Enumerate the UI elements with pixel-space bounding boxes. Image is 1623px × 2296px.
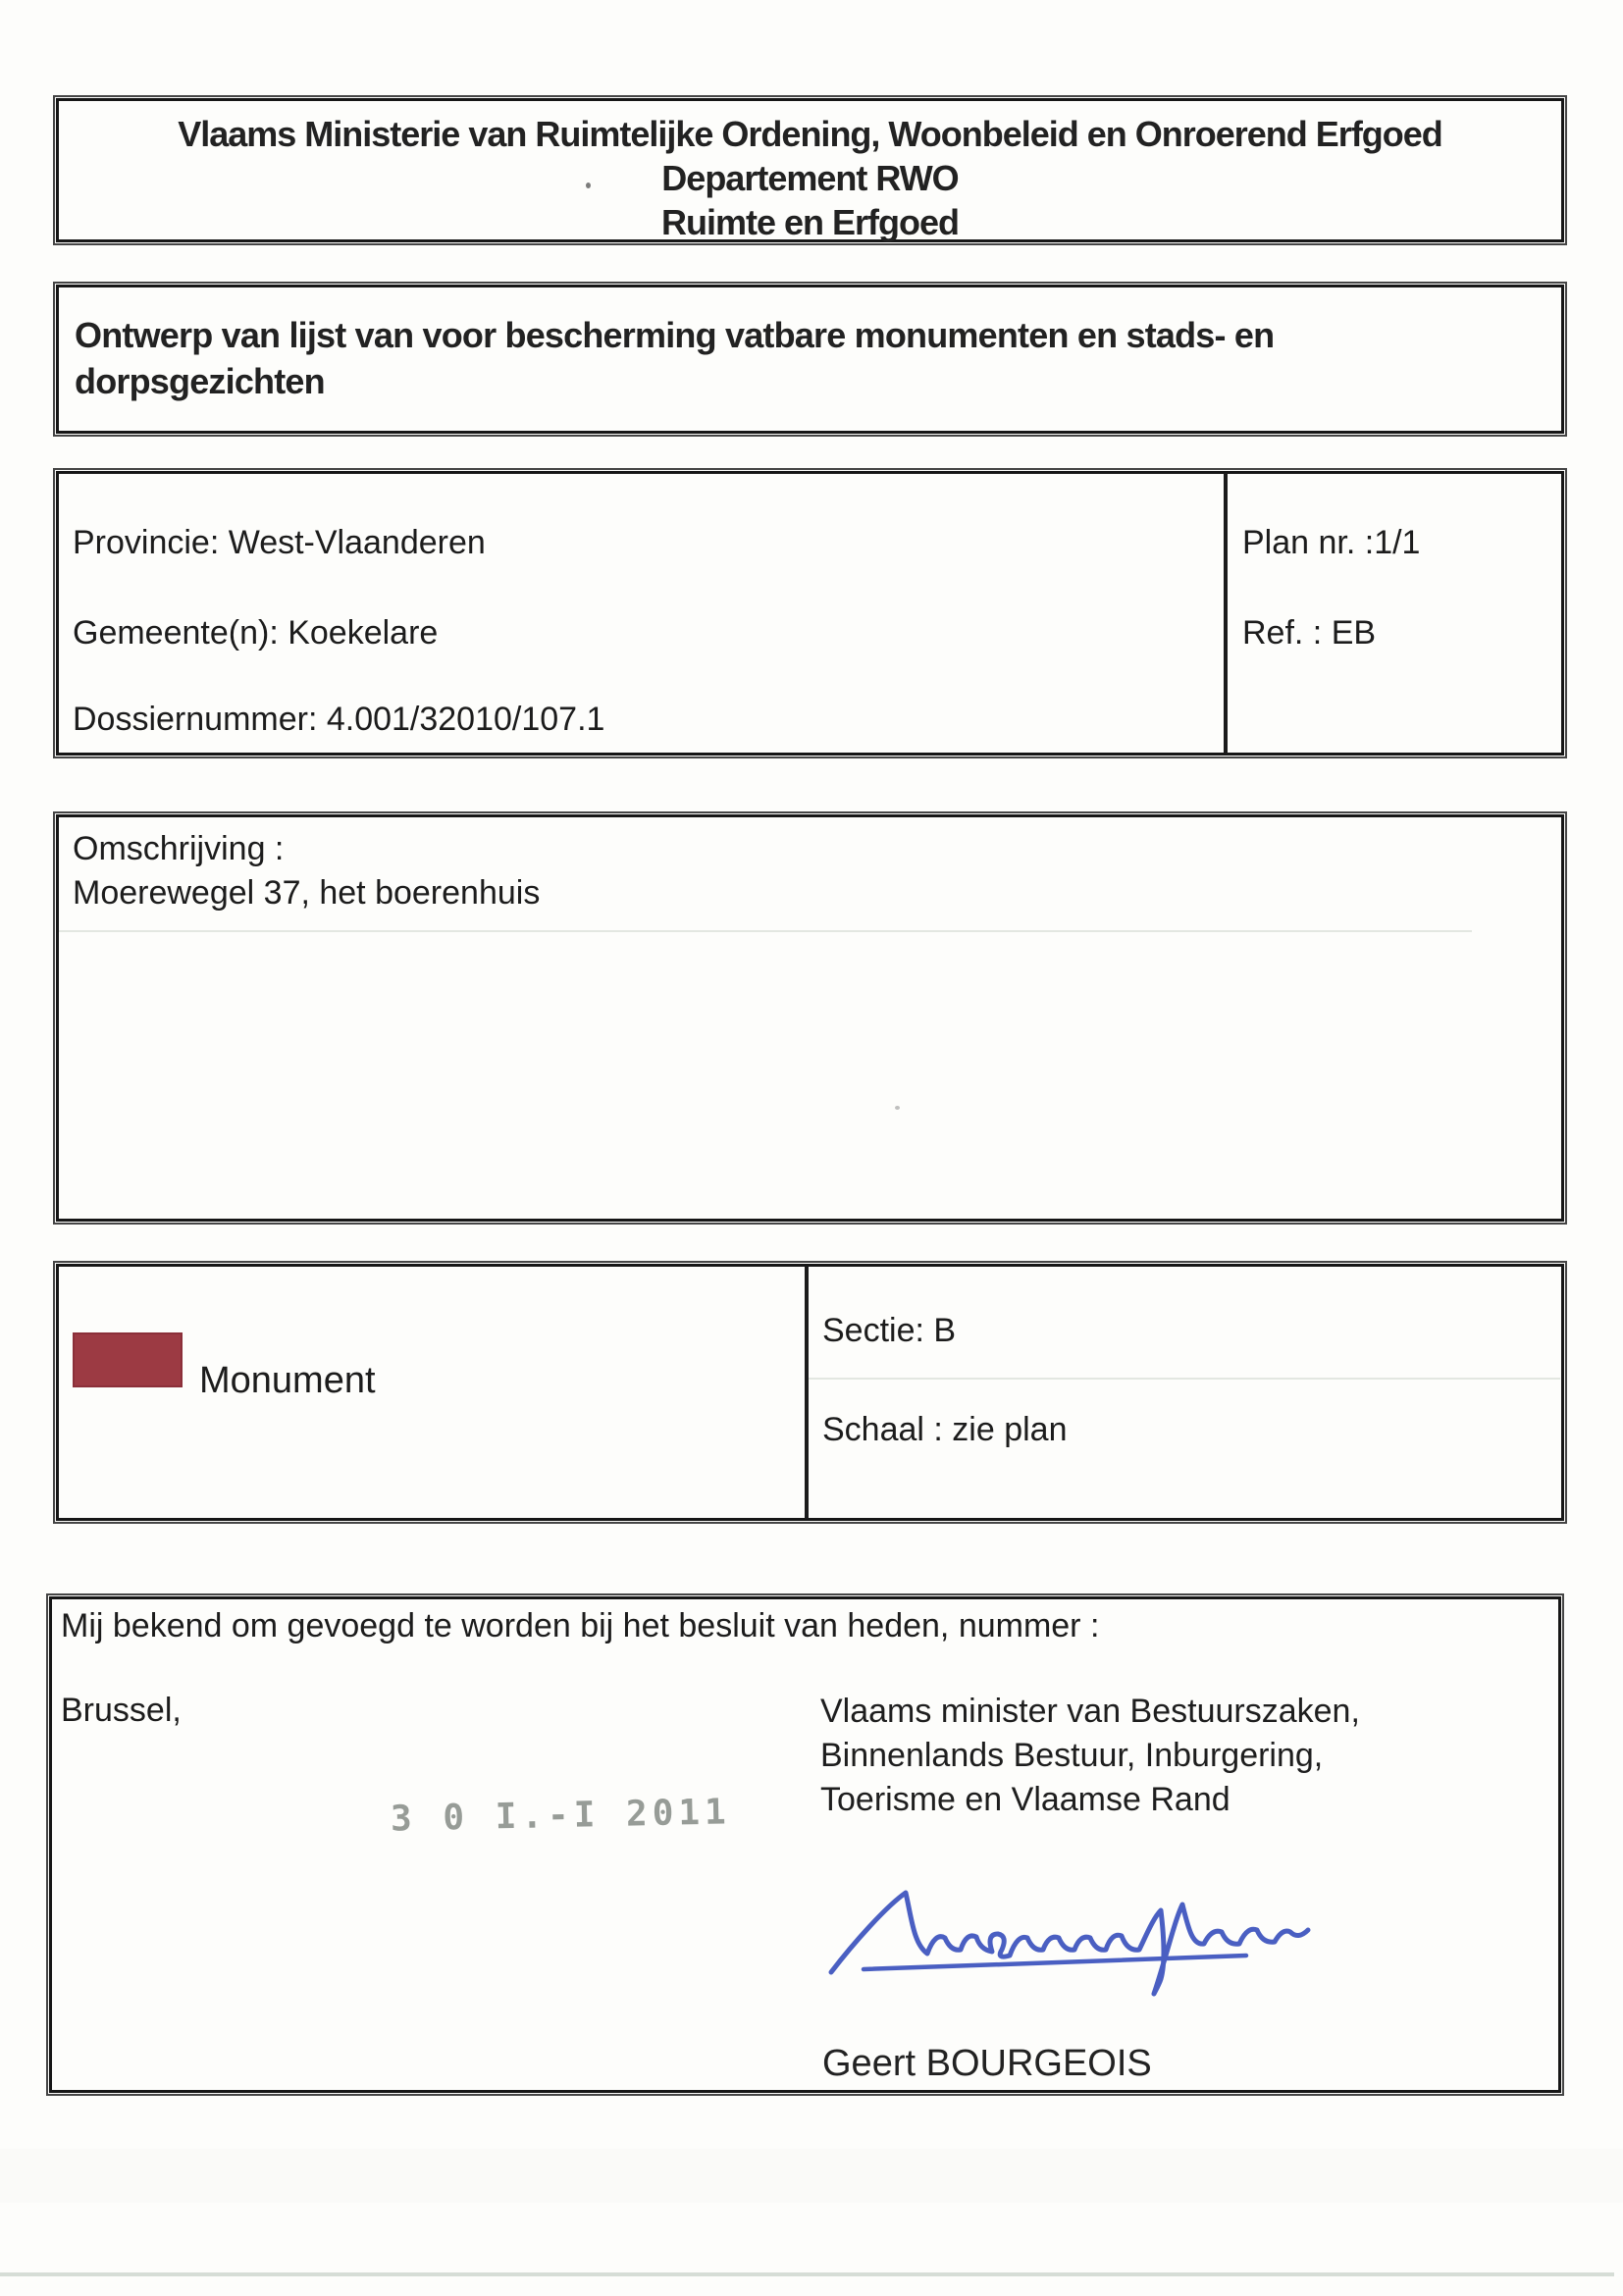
department-name: Departement RWO <box>661 158 959 198</box>
details-column-divider <box>1224 473 1228 754</box>
schaal-field: Schaal : zie plan <box>822 1411 1068 1448</box>
monument-color-swatch <box>73 1332 183 1387</box>
decree-intro: Mij bekend om gevoegd te worden bij het besluit van heden, nummer : <box>61 1607 1100 1644</box>
signature-stroke <box>831 1893 1308 1994</box>
legend-column-divider <box>805 1266 809 1519</box>
minister-title-line-1: Vlaams minister van Bestuurszaken, <box>820 1693 1360 1730</box>
monument-label: Monument <box>199 1360 376 1401</box>
province-field: Provincie: West-Vlaanderen <box>73 524 486 561</box>
description-label: Omschrijving : <box>73 830 285 867</box>
city-label: Brussel, <box>61 1692 182 1729</box>
plan-number-field: Plan nr. :1/1 <box>1242 524 1421 561</box>
subject-box <box>56 285 1564 434</box>
minister-title-line-2: Binnenlands Bestuur, Inburgering, <box>820 1737 1324 1774</box>
scan-speck <box>895 1106 900 1110</box>
description-value: Moerewegel 37, het boerenhuis <box>73 874 541 912</box>
scan-edge-line <box>0 2272 1614 2276</box>
dossier-number-field: Dossiernummer: 4.001/32010/107.1 <box>73 701 605 738</box>
signature-underline-stroke <box>864 1956 1246 1969</box>
sectie-field: Sectie: B <box>822 1312 957 1349</box>
reference-field: Ref. : EB <box>1242 614 1377 652</box>
minister-title-line-3: Toerisme en Vlaamse Rand <box>820 1781 1230 1818</box>
ministry-name: Vlaams Ministerie van Ruimtelijke Ordening, Woonbeleid en Onroerend Erfgoed <box>178 114 1442 154</box>
ministry-header-box <box>56 98 1564 242</box>
scan-artifact-line <box>59 930 1472 932</box>
scan-speck <box>586 183 591 188</box>
municipality-field: Gemeente(n): Koekelare <box>73 614 439 652</box>
minister-title <box>820 1690 1360 1822</box>
signatory-name: Geert BOURGEOIS <box>822 2043 1152 2084</box>
date-stamp: 3 0 I.-I 2011 <box>390 1792 732 1840</box>
scan-shadow-band <box>0 2149 1623 2203</box>
subject-line-1: Ontwerp van lijst van voor bescherming vatbare monumenten en stads- en <box>75 315 1275 355</box>
scan-artifact-line <box>809 1378 1560 1380</box>
subject-line-2: dorpsgezichten <box>75 361 325 401</box>
division-name: Ruimte en Erfgoed <box>660 202 960 242</box>
